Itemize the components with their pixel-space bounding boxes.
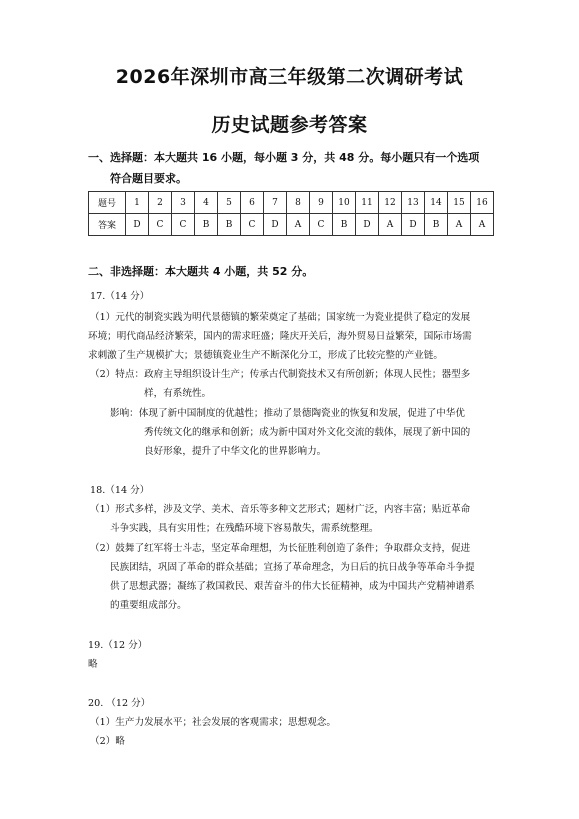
- q17-p1-line: （1）元代的制瓷实践为明代景德镇的繁荣奠定了基础；国家统一为瓷业提供了稳定的发展: [90, 312, 471, 323]
- question-number: 8: [287, 192, 310, 214]
- question-number: 16: [471, 192, 494, 214]
- q18-p1-line: 斗争实践，具有实用性；在残酷环境下容易散失，需系统整理。: [110, 523, 379, 534]
- q18-label: 18.（14 分）: [90, 485, 150, 496]
- q19-answer: 略: [88, 659, 98, 670]
- q17-p3-line: 秀传统文化的继承和创新；成为新中国对外文化交流的载体，展现了新中国的: [144, 427, 471, 438]
- answer-cell: D: [264, 214, 287, 236]
- answer-cell: C: [149, 214, 172, 236]
- question-number: 15: [448, 192, 471, 214]
- q18-p2-line: 供了思想武器；凝练了救国救民、艰苦奋斗的伟大长征精神，成为中国共产党精神谱系: [110, 581, 475, 592]
- answer-table-row-answers: [89, 214, 494, 236]
- answer-cell: A: [448, 214, 471, 236]
- section1-heading: 一、选择题：本大题共 16 小题，每小题 3 分，共 48 分。每小题只有一个选项: [88, 151, 480, 164]
- answer-cell: A: [379, 214, 402, 236]
- answer-table: [88, 191, 494, 236]
- answer-cell: D: [356, 214, 379, 236]
- q19-label: 19.（12 分）: [88, 640, 148, 651]
- q17-p1-line: 环境；明代商品经济繁荣，国内的需求旺盛；隆庆开关后，海外贸易日益繁荣，国际市场需: [88, 331, 472, 342]
- question-number: 1: [126, 192, 149, 214]
- question-number: 12: [379, 192, 402, 214]
- q20-label: 20. （12 分）: [88, 698, 151, 709]
- question-number: 7: [264, 192, 287, 214]
- q18-p2-line: 的重要组成部分。: [110, 600, 187, 611]
- answer-cell: A: [471, 214, 494, 236]
- q20-p2: （2）略: [90, 736, 125, 747]
- q18-p2-line: （2）鼓舞了红军将士斗志，坚定革命理想，为长征胜利创造了条件；争取群众支持，促进: [90, 543, 471, 554]
- question-number: 11: [356, 192, 379, 214]
- answer-cell: B: [333, 214, 356, 236]
- question-number: 10: [333, 192, 356, 214]
- question-number: 9: [310, 192, 333, 214]
- q17-p1-line: 求刺激了生产规模扩大；景德镇瓷业生产不断深化分工，形成了比较完整的产业链。: [88, 350, 443, 361]
- answer-cell: C: [172, 214, 195, 236]
- question-number: 2: [149, 192, 172, 214]
- answer-cell: C: [310, 214, 333, 236]
- q17-p3-line: 影响：体现了新中国制度的优越性；推动了景德陶瓷业的恢复和发展，促进了中华优: [110, 408, 465, 419]
- answer-cell: C: [241, 214, 264, 236]
- row-label-number: 题号: [89, 192, 126, 214]
- question-number: 6: [241, 192, 264, 214]
- q20-p1: （1）生产力发展水平；社会发展的客观需求；思想观念。: [90, 717, 336, 728]
- answer-cell: D: [402, 214, 425, 236]
- section1-heading-cont: 符合题目要求。: [110, 172, 187, 185]
- exam-subtitle: 历史试题参考答案: [211, 114, 368, 136]
- q17-p2-line: 样，有系统性。: [144, 388, 212, 399]
- answer-table-row-numbers: [89, 192, 494, 214]
- section2-heading: 二、非选择题：本大题共 4 小题，共 52 分。: [88, 265, 314, 278]
- question-number: 13: [402, 192, 425, 214]
- answer-cell: A: [287, 214, 310, 236]
- answer-cell: B: [195, 214, 218, 236]
- question-number: 5: [218, 192, 241, 214]
- exam-title: 2026年深圳市高三年级第二次调研考试: [115, 66, 464, 88]
- row-label-answer: 答案: [89, 214, 126, 236]
- q17-p2-line: （2）特点：政府主导组织设计生产；传承古代制瓷技术又有所创新；体现人民性；器型多: [90, 369, 471, 380]
- q17-label: 17.（14 分）: [90, 291, 150, 302]
- question-number: 14: [425, 192, 448, 214]
- q18-p2-line: 民族团结，巩固了革命的群众基础；宣扬了革命理念，为日后的抗日战争等革命斗争提: [110, 562, 475, 573]
- question-number: 3: [172, 192, 195, 214]
- q18-p1-line: （1）形式多样，涉及文学、美术、音乐等多种文艺形式；题材广泛，内容丰富；贴近革命: [90, 504, 471, 515]
- answer-cell: D: [126, 214, 149, 236]
- answer-cell: B: [425, 214, 448, 236]
- answer-cell: B: [218, 214, 241, 236]
- q17-p3-line: 良好形象，提升了中华文化的世界影响力。: [144, 446, 327, 457]
- question-number: 4: [195, 192, 218, 214]
